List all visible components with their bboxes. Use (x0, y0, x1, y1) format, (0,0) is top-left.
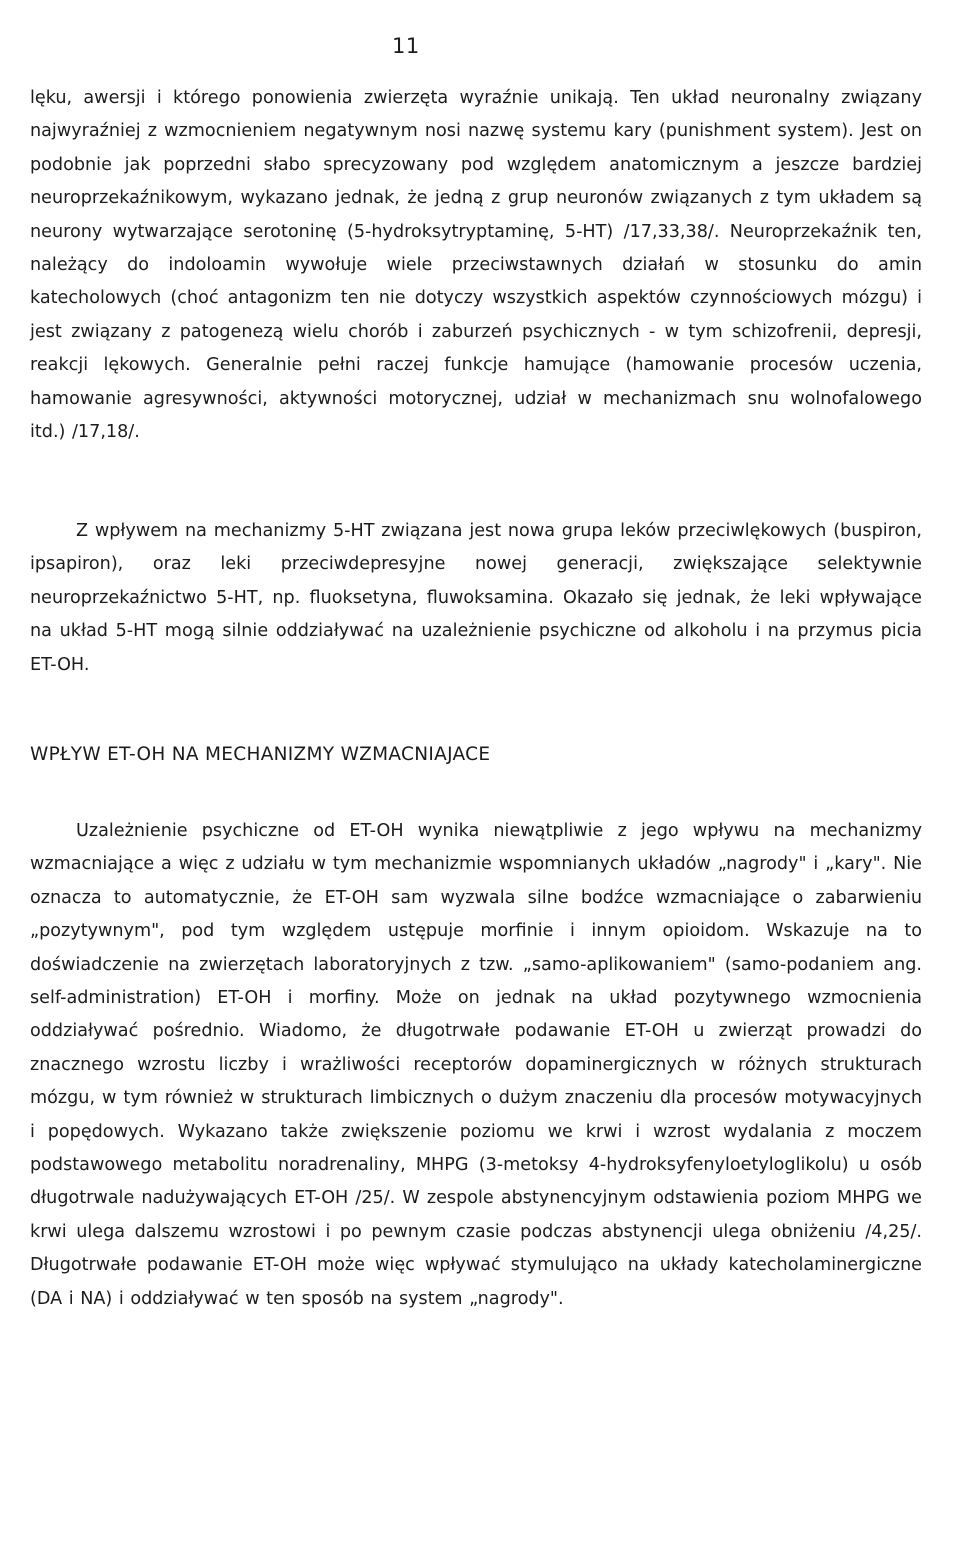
paragraph-psychic-dependence (30, 815, 922, 1316)
paragraph-text: Uzależnienie psychiczne od ET-OH wynika niewątpliwie z jego wpływu na mechanizmy wzmacniające a więc z udziału w tym mechanizmie wspomnianych układów „nagrody" i „kary". Nie oznacza to automatycznie, że ET-OH sam wyzwala silne bodźce wzmacniające o zabarwieniu „pozytywnym", pod tym względem ustępuje morfinie i innym opioidom. Wskazuje na to doświadczenie na zwierzętach laboratoryjnych z tzw. „samo-aplikowaniem" (samo-podaniem ang. self-administration) ET-OH i morfiny. Może on jednak na układ pozytywnego wzmocnienia oddziaływać pośrednio. Wiadomo, że długotrwałe podawanie ET-OH u zwierząt prowadzi do znacznego wzrostu liczby i wrażliwości receptorów dopaminergicznych w różnych strukturach mózgu, w tym również w strukturach limbicznych o dużym znaczeniu dla procesów motywacyjnych i popędowych. Wykazano także zwiększenie poziomu we krwi i wzrost wydalania z moczem podstawowego metabolitu noradrenaliny, MHPG (3-metoksy 4-hydroksyfenyloetyloglikolu) u osób długotrwale nadużywających ET-OH /25/. W zespole abstynencyjnym odstawienia poziom MHPG we krwi ulega dalszemu wzrostowi i po pewnym czasie podczas abstynencji ulega obniżeniu /4,25/. Długotrwałe podawanie ET-OH może więc wpływać stymulująco na układy katecholaminergiczne (DA i NA) i oddziaływać w ten sposób na system „nagrody". (30, 821, 922, 1309)
paragraph-text: Z wpływem na mechanizmy 5-HT związana jest nowa grupa leków przeciwlękowych (buspiron, ipsapiron), oraz leki przeciwdepresyjne nowej generacji, zwiększające selektywnie neuroprzekaźnictwo 5-HT, np. fluoksetyna, fluwoksamina. Okazało się jednak, że leki wpływające na układ 5-HT mogą silnie oddziaływać na uzależnienie psychiczne od alkoholu i na przymus picia ET-OH. (30, 521, 922, 675)
paragraph-5ht-drugs (30, 515, 922, 682)
section-heading: WPŁYW ET-OH NA MECHANIZMY WZMACNIAJACE (30, 744, 491, 765)
page-number: 11 (392, 34, 420, 58)
paragraph-punishment-system: lęku, awersji i którego ponowienia zwierzęta wyraźnie unikają. Ten układ neuronalny związany najwyraźniej z wzmocnieniem negatywnym nosi nazwę systemu kary (punishment system). Jest on podobnie jak poprzedni słabo sprecyzowany pod względem anatomicznym a jeszcze bardziej neuroprzekaźnikowym, wykazano jednak, że jedną z grup neuronów związanych z tym układem są neurony wytwarzające serotoninę (5-hydroksytryptaminę, 5-HT) /17,33,38/. Neuroprzekaźnik ten, należący do indoloamin wywołuje wiele przeciwstawnych działań w stosunku do amin katecholowych (choć antagonizm ten nie dotyczy wszystkich aspektów czynnościowych mózgu) i jest związany z patogenezą wielu chorób i zaburzeń psychicznych - w tym schizofrenii, depresji, reakcji lękowych. Generalnie pełni raczej funkcje hamujące (hamowanie procesów uczenia, hamowanie agresywności, aktywności motorycznej, udział w mechanizmach snu wolnofalowego itd.) /17,18/. (30, 88, 922, 443)
